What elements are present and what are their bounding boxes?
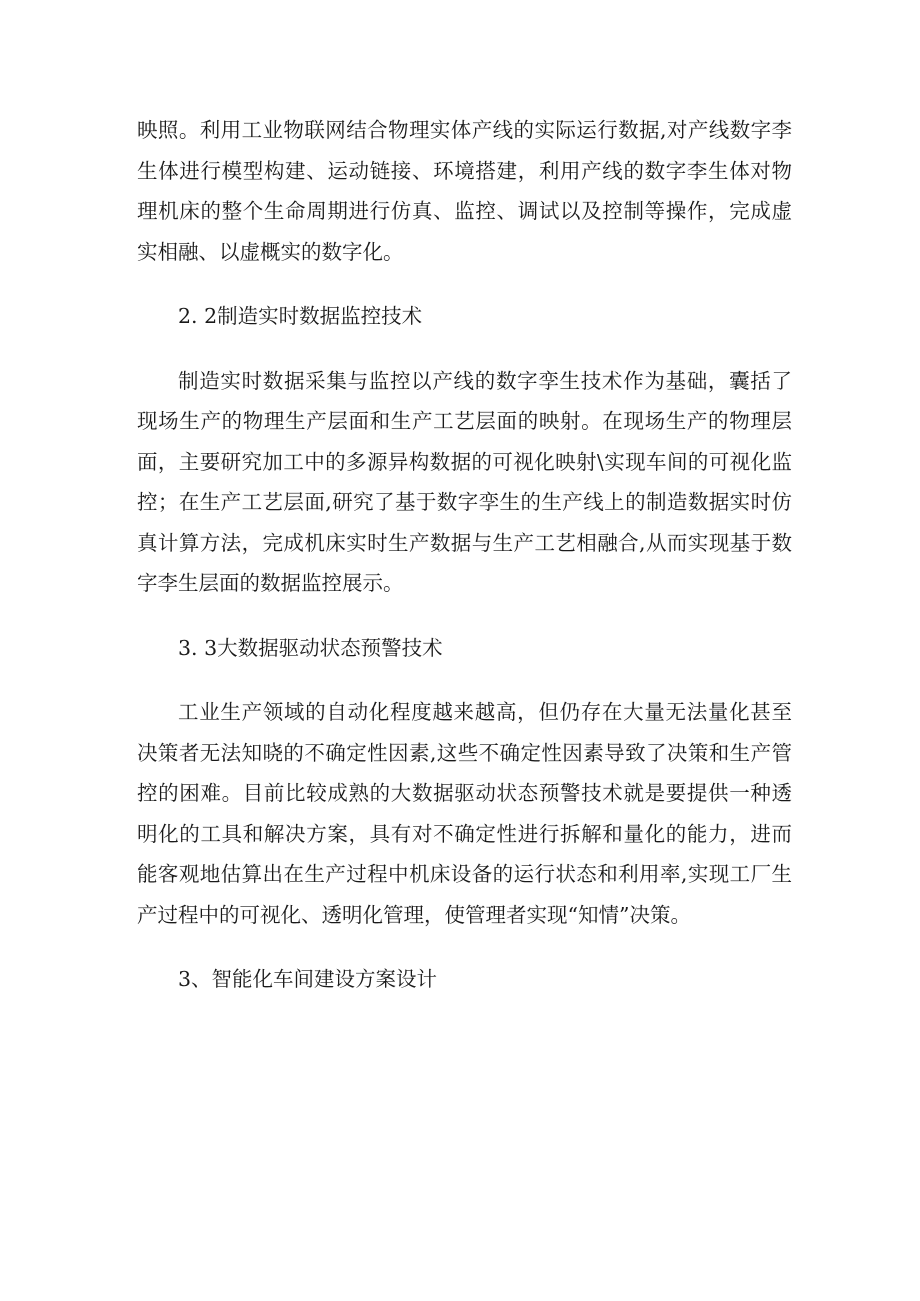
- section-heading-3: 3、智能化车间建设方案设计: [178, 967, 438, 991]
- paragraph-intro: 映照。利用工业物联网结合物理实体产线的实际运行数据,对产线数字李生体进行模型构建、运动链接、环境搭建，利用产线的数字李生体对物理机床的整个生命周期进行仿真、监控、调试以及控制等操作，完成虚实相融、以虚概实的数字化。: [137, 118, 792, 264]
- section-heading-2-2: 2. 2制造实时数据监控技术: [178, 304, 423, 328]
- section-heading-3-3: 3. 3大数据驱动状态预警技术: [178, 635, 443, 660]
- document-body: [137, 110, 792, 1024]
- paragraph-bigdata-warning: 工业生产领域的自动化程度越来越高，但仍存在大量无法量化甚至决策者无法知晓的不确定性因素,这些不确定性因素导致了决策和生产管控的困难。目前比较成熟的大数据驱动状态预警技术就是要提供一种透明化的工具和解决方案，具有对不确定性进行拆解和量化的能力，进而能客观地估算出在生产过程中机床设备的运行状态和利用率,实现工厂生产过程中的可视化、透明化管理，使管理者实现“知情”决策。: [137, 700, 792, 927]
- paragraph-realtime-monitoring: 制造实时数据采集与监控以产线的数字孪生技术作为基础，囊括了现场生产的物理生产层面和生产工艺层面的映射。在现场生产的物理层面，主要研究加工中的多源异构数据的可视化映射\实现车间的可视化监控；在生产工艺层面,研究了基于数字孪生的生产线上的制造数据实时仿真计算方法，完成机床实时生产数据与生产工艺相融合,从而实现基于数字李生层面的数据监控展示。: [137, 368, 792, 595]
